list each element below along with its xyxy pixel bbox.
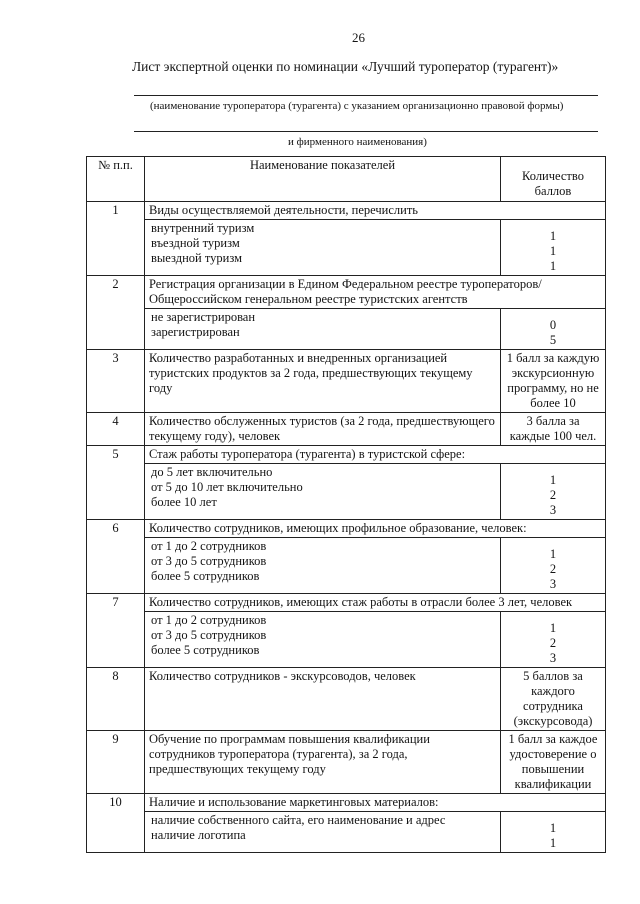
row-options [145,309,501,350]
option-label: не зарегистрирован [151,310,256,324]
row-title: Количество сотрудников, имеющих профильное образование, человек: [145,520,606,538]
row-number: 6 [87,520,145,594]
row-number: 1 [87,202,145,276]
option-label: выездной туризм [151,251,242,265]
row-title: Наличие и использование маркетинговых материалов: [145,794,606,812]
table-row-options [87,538,606,594]
org-name-line [134,95,598,96]
option-score: 1 [549,547,557,561]
brand-note: и фирменного наименования) [288,136,427,148]
row-score-text: 1 балл за каждую экскурсионную программу, но не более 10 [501,350,606,413]
option-score: 1 [549,621,557,635]
row-title: Обучение по программам повышения квалификации сотрудников туроператора (турагента), за 2 года, предшествующих текущему году [145,731,501,794]
table-row [87,276,606,309]
option-score: 1 [549,244,557,258]
row-number: 3 [87,350,145,413]
option-label: наличие собственного сайта, его наименование и адрес [151,813,446,827]
table-row [87,350,606,413]
header-num: № п.п. [87,157,145,202]
row-title: Виды осуществляемой деятельности, перечислить [145,202,606,220]
option-score: 5 [549,333,557,347]
row-number: 5 [87,446,145,520]
row-number: 10 [87,794,145,853]
table-row [87,594,606,612]
table-row [87,668,606,731]
option-score: 1 [549,259,557,273]
option-label: более 5 сотрудников [151,643,260,657]
row-score-text: 5 баллов за каждого сотрудника (экскурсовода) [501,668,606,731]
option-score: 2 [549,488,557,502]
row-title: Регистрация организации в Едином Федеральном реестре туроператоров/Общероссийском генеральном реестре туристских агентств [145,276,606,309]
row-options [145,220,501,276]
option-score: 3 [549,503,557,517]
option-label: зарегистрирован [151,325,240,339]
table-row [87,520,606,538]
row-title: Количество обслуженных туристов (за 2 года, предшествующего текущему году), человек [145,413,501,446]
option-label: от 5 до 10 лет включительно [151,480,303,494]
row-options [145,612,501,668]
row-scores [501,612,606,668]
option-label: въездной туризм [151,236,240,250]
option-score: 3 [549,577,557,591]
row-title: Стаж работы туроператора (турагента) в туристской сфере: [145,446,606,464]
row-scores [501,220,606,276]
row-title: Количество сотрудников, имеющих стаж работы в отрасли более 3 лет, человек [145,594,606,612]
option-label: от 1 до 2 сотрудников [151,539,267,553]
org-form-note: (наименование туроператора (турагента) с указанием организационно правовой формы) [150,100,564,112]
row-scores [501,309,606,350]
row-title: Количество разработанных и внедренных организацией туристских продуктов за 2 года, предшествующих текущему году [145,350,501,413]
row-scores [501,538,606,594]
header-name: Наименование показателей [145,157,501,202]
page-number: 26 [352,30,365,45]
table-row-options [87,812,606,853]
table-row [87,794,606,812]
option-label: более 10 лет [151,495,217,509]
brand-name-line [134,131,598,132]
row-options [145,538,501,594]
option-score: 0 [549,318,557,332]
row-scores [501,464,606,520]
evaluation-table [86,156,606,853]
header-score: Количество баллов [501,157,606,202]
table-row-options [87,309,606,350]
row-number: 9 [87,731,145,794]
table-row [87,413,606,446]
option-label: от 3 до 5 сотрудников [151,628,267,642]
option-score: 3 [549,651,557,665]
option-score: 1 [549,821,557,835]
row-options [145,812,501,853]
option-label: наличие логотипа [151,828,246,842]
row-options [145,464,501,520]
row-number: 7 [87,594,145,668]
row-number: 8 [87,668,145,731]
option-score: 2 [549,636,557,650]
row-scores [501,812,606,853]
table-row [87,202,606,220]
option-label: до 5 лет включительно [151,465,273,479]
row-score-text: 3 балла за каждые 100 чел. [501,413,606,446]
table-row-options [87,464,606,520]
option-label: более 5 сотрудников [151,569,260,583]
table-row [87,446,606,464]
row-number: 2 [87,276,145,350]
document-title: Лист экспертной оценки по номинации «Лучший туроператор (турагент)» [132,59,559,74]
row-number: 4 [87,413,145,446]
option-score: 1 [549,473,557,487]
table-row-options [87,612,606,668]
option-score: 1 [549,836,557,850]
option-label: от 1 до 2 сотрудников [151,613,267,627]
row-score-text: 1 балл за каждое удостоверение о повышении квалификации [501,731,606,794]
option-label: внутренний туризм [151,221,255,235]
option-label: от 3 до 5 сотрудников [151,554,267,568]
table-row-options [87,220,606,276]
table-header-row [87,157,606,202]
table-row [87,731,606,794]
option-score: 1 [549,229,557,243]
option-score: 2 [549,562,557,576]
row-title: Количество сотрудников - экскурсоводов, человек [145,668,501,731]
